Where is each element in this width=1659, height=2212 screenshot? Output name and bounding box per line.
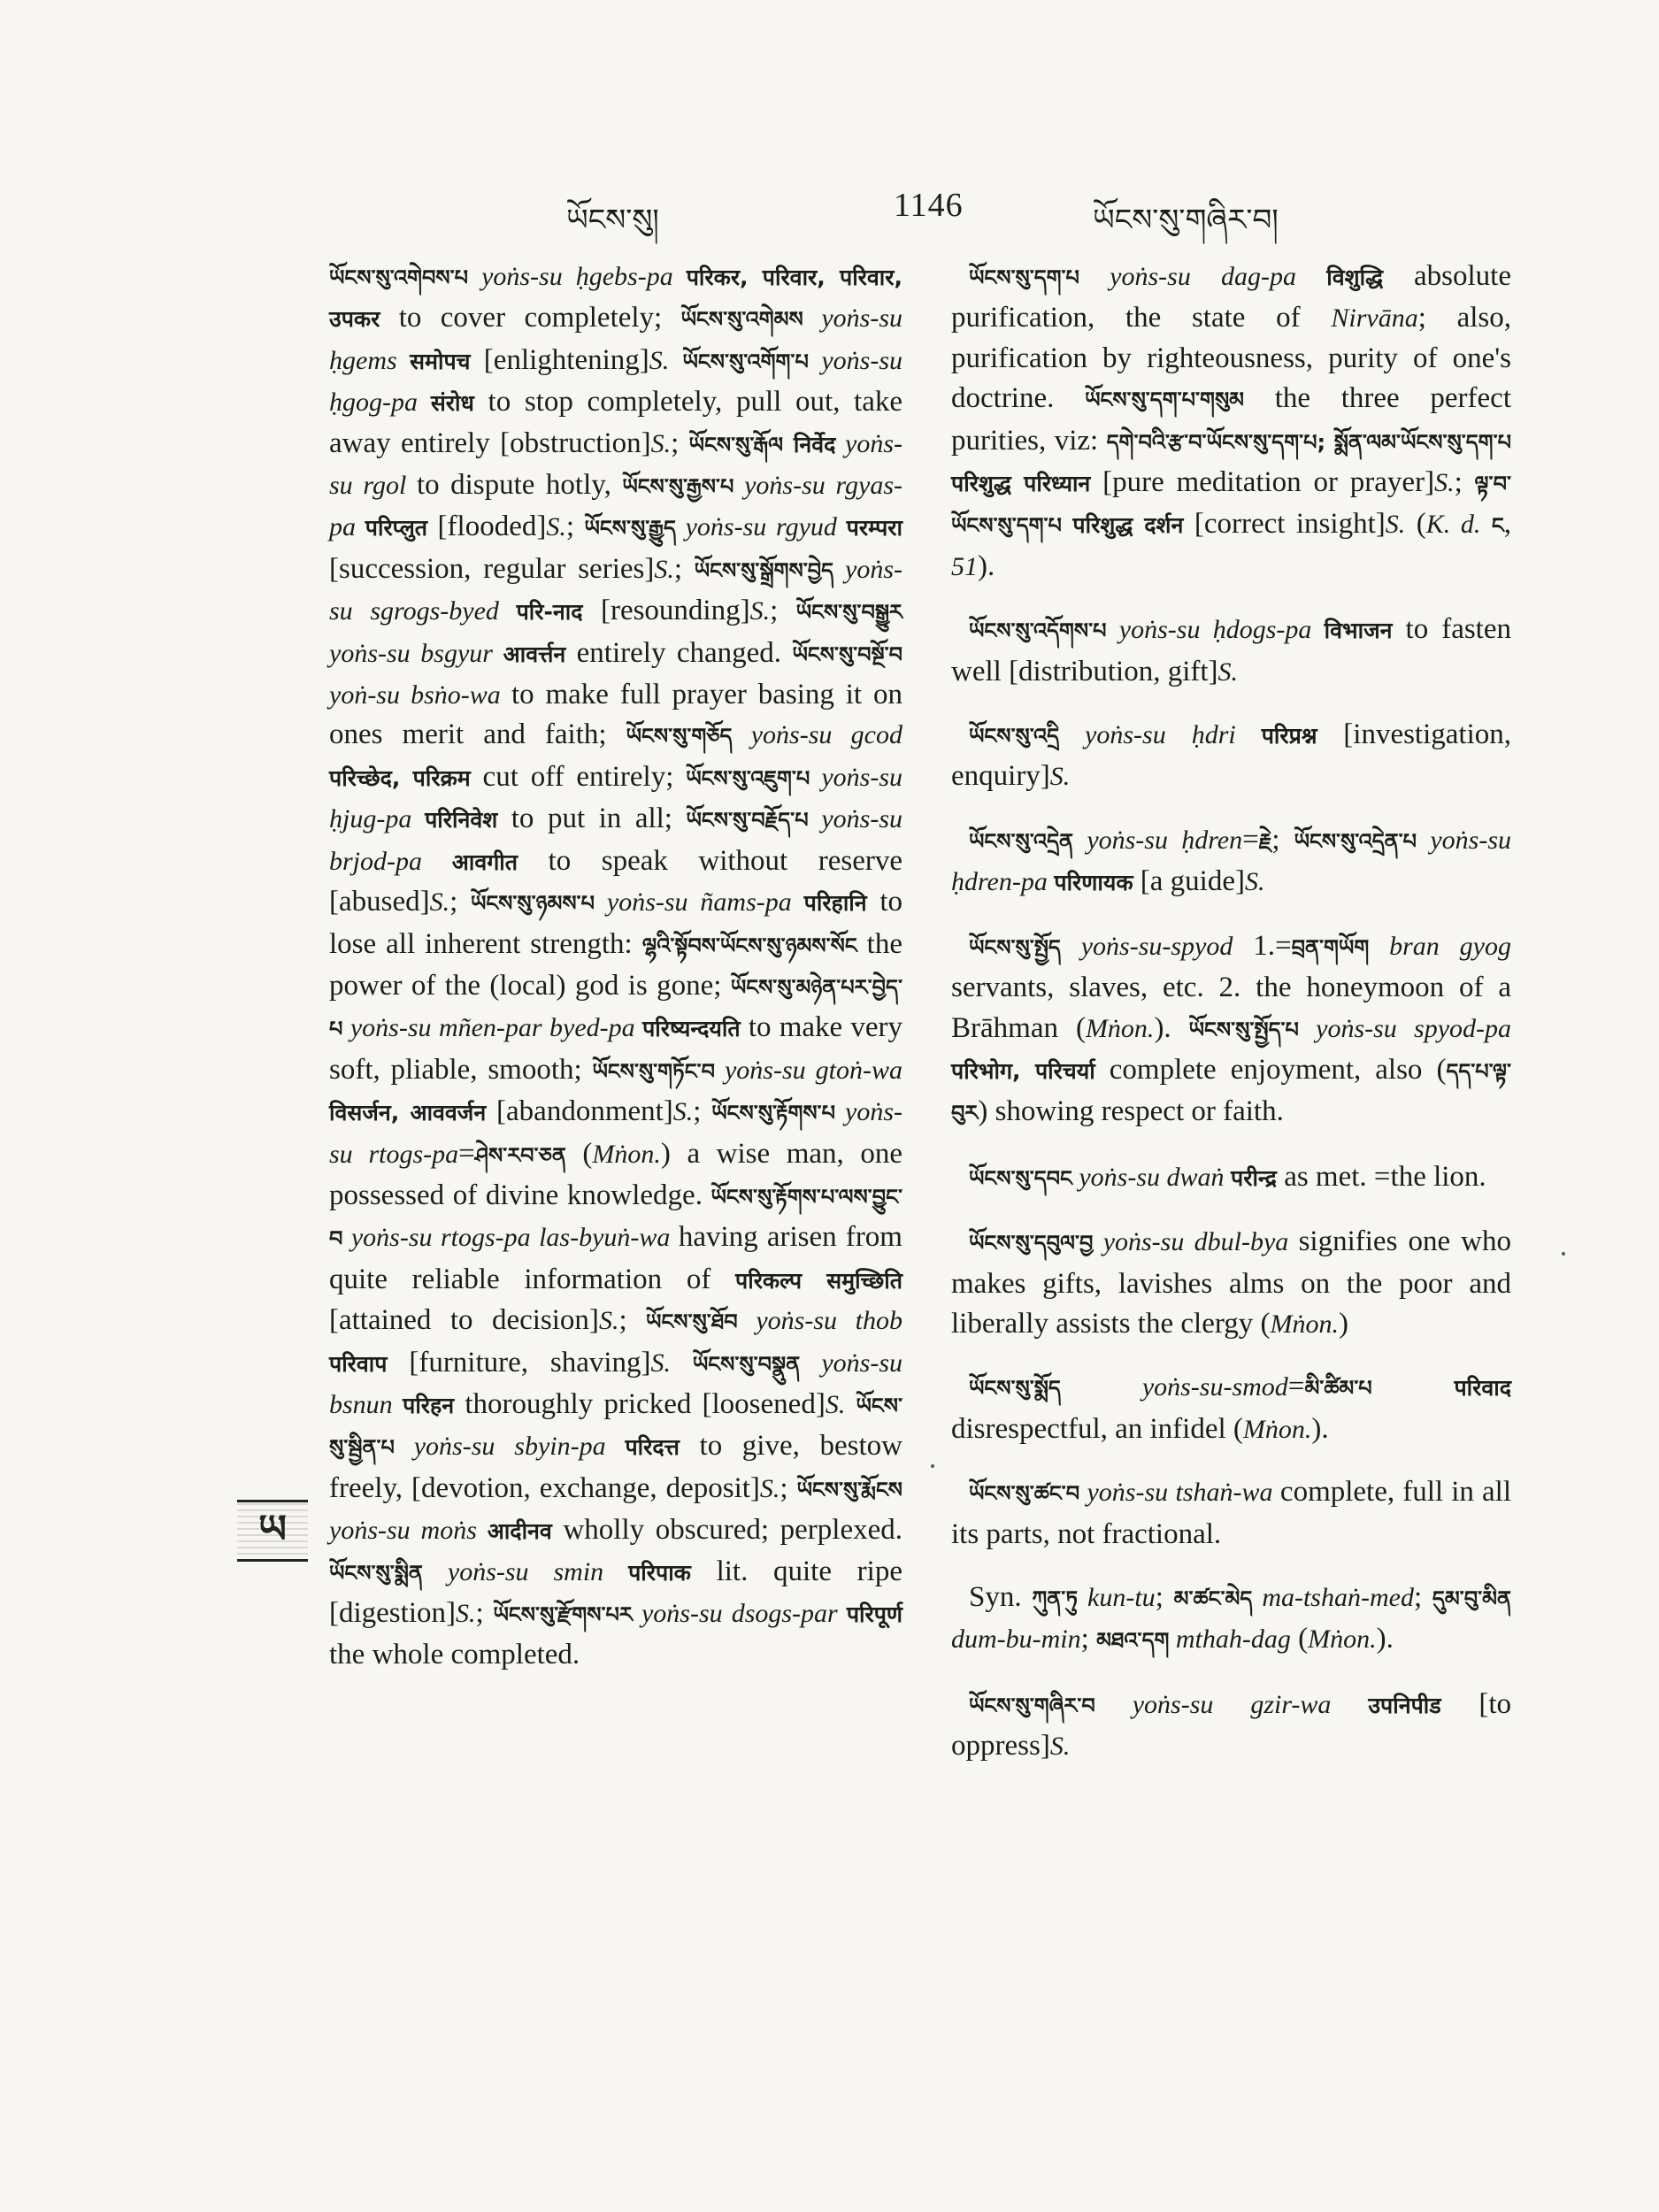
- romanized-term: yoṅs-su ñams-pa: [594, 887, 804, 918]
- definition-text: ;: [475, 1597, 494, 1629]
- sanskrit-term: आदीनव: [487, 1518, 552, 1545]
- definition-text: the whole completed.: [329, 1639, 580, 1671]
- definition-text: complete, full in all its parts, not fractional.: [951, 1476, 1511, 1550]
- romanized-term: yoṅs-su ḥgog-pa: [329, 345, 903, 418]
- tibetan-term: དད་པ་ལྟ་བུར: [951, 1058, 1511, 1126]
- definition-text: as met. =the lion.: [1276, 1160, 1486, 1193]
- definition-text: the three perfect purities, viz:: [951, 382, 1511, 457]
- tibetan-term: ཡོངས་སུ་དག་པ་གསུམ: [1085, 388, 1245, 413]
- dictionary-entry: [951, 1157, 1511, 1199]
- romanized-term: yoṅs-su mñen-par byed-pa: [342, 1013, 643, 1043]
- romanized-term: Mṅon.: [1242, 1414, 1312, 1444]
- romanized-term: Mṅon.: [592, 1139, 661, 1169]
- tibetan-term: ལྷའི་སྟོབས་ཡོངས་སུ་ཉམས་སོང: [641, 933, 857, 958]
- definition-text: [furniture, shaving]: [387, 1346, 651, 1379]
- tibetan-term: ཡོངས་སུ་བསྣུན: [692, 1351, 801, 1377]
- sanskrit-term: परिवाद: [1454, 1375, 1511, 1402]
- tibetan-term: ཡོངས་སུ་སྒྲོགས་བྱེད: [694, 557, 834, 583]
- tibetan-term: མི་ཚིམ་པ: [1304, 1376, 1372, 1402]
- definition-text: [flooded]: [427, 511, 547, 543]
- definition-text: ;: [449, 886, 471, 918]
- romanized-term: yoṅs-su ḥjug-pa: [329, 762, 903, 834]
- definition-text: to speak without reserve [abused]: [329, 844, 902, 918]
- sanskrit-term: विसर्जन, आववर्जन: [329, 1100, 487, 1126]
- tibetan-term: མ་ཚང་མེད: [1173, 1586, 1253, 1611]
- tibetan-term: ཡོངས་སུ་དག་པ: [969, 265, 1079, 290]
- tibetan-term: ཡོངས་སུ་གཞིར་བ: [969, 1693, 1095, 1718]
- romanized-term: kun-tu: [1077, 1582, 1156, 1612]
- definition-text: ).: [1154, 1011, 1189, 1044]
- romanized-term: yoṅs-su-smod: [1060, 1372, 1288, 1402]
- tibetan-term: ཡོངས་སུ་སྨིན: [329, 1560, 423, 1586]
- sanskrit-term: परीन्द्र: [1231, 1164, 1277, 1191]
- tibetan-term: ཡོངས་སུ་སྦྱིན་པ: [329, 1393, 902, 1461]
- definition-text: ): [1338, 1307, 1348, 1340]
- sanskrit-term: परिहन: [403, 1392, 455, 1418]
- romanized-term: S.: [1049, 762, 1071, 792]
- definition-text: [resounding]: [582, 595, 750, 627]
- definition-text: ;: [565, 511, 585, 543]
- sanskrit-term: परिष्यन्दयति: [642, 1016, 741, 1042]
- sanskrit-term: परिनिवेश: [425, 807, 498, 833]
- definition-text: disrespectful, an infidel (: [951, 1412, 1243, 1445]
- definition-text: (: [565, 1137, 593, 1170]
- romanized-term: S.: [1244, 867, 1265, 897]
- romanized-term: yoṅs-su ḥgems: [329, 303, 902, 375]
- definition-text: servants, slaves, etc. 2. the honeymoon of a Brāhman (: [951, 972, 1511, 1044]
- definition-text: lit. quite ripe [digestion]: [329, 1555, 902, 1629]
- margin-section-mark: ཡ: [237, 1500, 308, 1562]
- romanized-term: yoṅs-su thob: [737, 1306, 903, 1336]
- romanized-term: yoṅs-su bsnun: [329, 1348, 902, 1419]
- definition-text: =: [1287, 1371, 1305, 1403]
- romanized-term: yoṅs-su brjod-pa: [329, 804, 902, 876]
- tibetan-term: ཡོངས་སུ་དབུལ་བྱ: [969, 1231, 1094, 1256]
- definition-text: ;: [1454, 466, 1475, 499]
- definition-text: ;: [1413, 1580, 1432, 1613]
- tibetan-term: ཡོངས་སུ་དབང: [969, 1165, 1072, 1191]
- romanized-term: yoṅs-su rgol: [329, 428, 903, 501]
- tibetan-term: ཡོངས་སུ་བསྔོ་བ: [792, 641, 902, 667]
- tibetan-term: ཡོངས་སུ་གཏོང་བ: [592, 1058, 715, 1084]
- definition-text: [1480, 508, 1491, 540]
- romanized-term: yoṅs-su ḥdren-pa: [951, 825, 1512, 897]
- tibetan-term: ཡོངས་སུ་སྤྱོད་པ: [1188, 1017, 1299, 1042]
- dictionary-entry: [951, 610, 1511, 692]
- definition-text: ; also, purification by righteousness, purity of one's doctrine.: [951, 302, 1511, 415]
- definition-text: [669, 344, 682, 376]
- definition-text: =: [458, 1137, 475, 1170]
- romanized-term: dum-bu-min: [951, 1624, 1081, 1655]
- romanized-term: S.: [1217, 657, 1239, 687]
- romanized-term: yoṅs-su ḥdren: [1073, 825, 1243, 855]
- definition-text: [to oppress]: [951, 1687, 1511, 1763]
- print-speck: [931, 1464, 934, 1468]
- tibetan-term: ཡོངས་སུ་བརྗོད་པ: [686, 808, 809, 833]
- tibetan-term: ཡོངས་སུ་རྒོལ: [688, 432, 784, 457]
- definition-text: ).: [1311, 1412, 1329, 1445]
- romanized-term: S.: [455, 1599, 476, 1628]
- tibetan-term: ཡོངས་སུ་རྒྱུད: [584, 516, 676, 541]
- romanized-term: yoṅs-su smin: [422, 1556, 629, 1586]
- tibetan-term: ཡོངས་སུ་རྟོགས་པ: [711, 1101, 835, 1126]
- definition-text: ).: [978, 549, 995, 582]
- definition-text: ,: [1503, 508, 1512, 541]
- dictionary-entry: [951, 926, 1511, 1134]
- definition-text: [enlightening]: [470, 343, 649, 376]
- sanskrit-term: उपनिपीड: [1368, 1692, 1441, 1718]
- definition-text: ;: [671, 426, 689, 459]
- romanized-term: S.: [749, 596, 771, 626]
- romanized-term: S.: [598, 1306, 619, 1336]
- tibetan-term: མཐའ་དག: [1096, 1628, 1170, 1654]
- tibetan-term: ང: [1491, 513, 1504, 539]
- romanized-term: S.: [1049, 1732, 1071, 1762]
- romanized-term: yoṅs-su sgrogs-byed: [329, 554, 902, 626]
- definition-text: Syn.: [969, 1580, 1033, 1613]
- tibetan-term: ཡོངས་སུ་འདྲེན་པ: [1294, 828, 1417, 854]
- tibetan-term: ཡོངས་སུ་བསྒྱུར: [795, 600, 902, 626]
- romanized-term: yoṅs-su ḥgebs-pa: [468, 262, 687, 291]
- tibetan-term: ཡོངས་སུ་རྒྱས་པ: [622, 474, 734, 500]
- romanized-term: yoṅs-su dag-pa: [1079, 262, 1327, 291]
- definition-text: [pure meditation or prayer]: [1090, 466, 1435, 499]
- romanized-term: yoṅs-su sbyin-pa: [394, 1432, 626, 1462]
- tibetan-term: ཀུན་ཏུ: [1032, 1586, 1078, 1611]
- romanized-term: mthah-dag: [1169, 1624, 1291, 1655]
- definition-text: (: [1290, 1623, 1309, 1655]
- romanized-term: S.: [825, 1389, 846, 1419]
- romanized-term: S.: [654, 554, 674, 584]
- romanized-term: ma-tshaṅ-med: [1252, 1582, 1414, 1612]
- dictionary-entry: [329, 257, 902, 1676]
- tibetan-term: ཡོངས་སུ་གཅོད: [626, 724, 733, 749]
- definition-text: (: [1405, 508, 1426, 541]
- romanized-term: S.: [759, 1473, 780, 1503]
- page-header: [0, 186, 1659, 239]
- sanskrit-term: विभाजन: [1324, 618, 1393, 644]
- sanskrit-term: परिशुद्ध परिध्यान: [951, 471, 1091, 497]
- sanskrit-term: परिप्रश्न: [1261, 723, 1317, 749]
- definition-text: [1062, 508, 1072, 540]
- tibetan-term: ཡོངས་སུ་འགེབས་པ: [329, 265, 469, 290]
- romanized-term: yoṅs-su tshaṅ-wa: [1079, 1478, 1280, 1508]
- definition-text: to fasten well [distribution, gift]: [951, 613, 1511, 687]
- definition-text: ;: [770, 595, 796, 627]
- tibetan-term: ཡོངས་སུ་མཉེན་པར་བྱེད་པ: [329, 974, 902, 1042]
- tibetan-term: བྲན་གཡོག: [1291, 934, 1370, 960]
- romanized-term: K. d.: [1425, 510, 1481, 540]
- romanized-term: yoṅs-su gtoṅ-wa: [714, 1055, 902, 1085]
- sanskrit-term: संरोध: [430, 390, 474, 417]
- romanized-term: S.: [649, 345, 670, 375]
- romanized-term: Mṅon.: [1270, 1309, 1339, 1339]
- sanskrit-term: परिवाप: [329, 1350, 388, 1377]
- definition-text: [correct insight]: [1183, 508, 1386, 541]
- header-right-headword: ཡོངས་སུ་གཞིར་བ།: [1093, 203, 1279, 238]
- left-column: [329, 257, 902, 1676]
- definition-text: [abandonment]: [486, 1095, 673, 1128]
- definition-text: [845, 1388, 856, 1420]
- romanized-term: yoṅs-su gzir-wa: [1094, 1689, 1369, 1719]
- tibetan-term: དགེ་བའི་རྩ་བ་ཡོངས་སུ་དག་པ; སྨོན་ལམ་ཡོངས་སུ་དག་པ: [1106, 429, 1511, 455]
- tibetan-term: ལྟ་བ་ཡོངས་སུ་དག་པ: [951, 472, 1511, 539]
- romanized-term: Mṅon.: [1085, 1013, 1155, 1043]
- definition-text: [671, 1347, 693, 1379]
- sanskrit-term: परिणायक: [1054, 870, 1133, 896]
- definition-text: absolute purification, the state of: [951, 260, 1511, 334]
- print-speck: [1562, 1252, 1565, 1256]
- tibetan-term: ཡོངས་སུ་འཇུག་པ: [686, 765, 810, 791]
- romanized-term: yoṅs-su-spyod: [1060, 931, 1254, 961]
- definition-text: complete enjoyment, also (: [1094, 1053, 1447, 1086]
- definition-text: to make full prayer basing it on ones merit and faith;: [329, 679, 902, 751]
- sanskrit-term: परिपाक: [628, 1559, 691, 1586]
- dictionary-entry: [951, 820, 1511, 903]
- sanskrit-term: परिप्लुत: [365, 515, 428, 541]
- romanized-term: yoṅs-su bsgyur: [329, 638, 503, 668]
- definition-text: ;: [618, 1304, 647, 1337]
- tibetan-term: ཡོངས་སུ་སྨོད: [969, 1376, 1061, 1402]
- definition-text: signifies one who makes gifts, lavishes alms on the poor and liberally assists the clergy (: [951, 1225, 1511, 1340]
- tibetan-term: ཡོངས་སུ་འདྲེན: [969, 828, 1074, 854]
- sanskrit-term: समोपच: [410, 348, 471, 374]
- definition-text: to put in all;: [497, 803, 687, 835]
- romanized-term: yoṅs-su rtogs-pa las-byuṅ-wa: [342, 1223, 679, 1253]
- romanized-term: S.: [429, 887, 450, 918]
- dictionary-entry: [951, 715, 1511, 797]
- romanized-term: yoṅs-su rtogs-pa: [329, 1097, 902, 1169]
- definition-text: ;: [693, 1095, 712, 1128]
- definition-text: ;: [1080, 1623, 1097, 1655]
- definition-text: the power of the (local) god is gone;: [329, 927, 902, 1002]
- tibetan-term: ཡོངས་སུ་འགོག་པ: [682, 349, 809, 374]
- definition-text: ;: [1155, 1580, 1174, 1613]
- sanskrit-term: विशुद्धि: [1326, 265, 1384, 290]
- definition-text: ;: [1271, 823, 1294, 856]
- definition-text: wholly obscured; perplexed.: [551, 1514, 903, 1547]
- sanskrit-term: परिहानि: [803, 890, 867, 917]
- tibetan-term: ཡོངས་སུ་ཚང་བ: [969, 1481, 1080, 1507]
- definition-text: having arisen from quite reliable information of: [329, 1221, 902, 1295]
- definition-text: 1.=: [1253, 929, 1292, 962]
- definition-text: [succession, regular series]: [329, 552, 655, 585]
- definition-text: ) a wise man, one possessed of divine knowledge.: [329, 1137, 902, 1211]
- definition-text: ).: [1376, 1623, 1394, 1655]
- romanized-term: S.: [1385, 510, 1406, 540]
- tibetan-term: ཡོངས་སུ་རྨོངས: [796, 1477, 902, 1502]
- definition-text: ;: [673, 552, 695, 585]
- sanskrit-term: परम्परा: [846, 515, 902, 541]
- tibetan-term: ཡོངས་སུ་རྟོགས་པ་ལས་བྱུང་བ: [329, 1184, 902, 1252]
- romanized-term: yoṅs-su dbul-bya: [1093, 1227, 1299, 1257]
- definition-text: to lose all inherent strength:: [329, 886, 902, 960]
- definition-text: entirely changed.: [565, 636, 793, 669]
- definition-text: ) showing respect or faith.: [978, 1095, 1284, 1128]
- dictionary-entry: [951, 1685, 1511, 1767]
- romanized-term: S.: [546, 512, 566, 542]
- romanized-term: Mṅon.: [1308, 1624, 1377, 1655]
- sanskrit-term: आवर्त्तन: [503, 641, 566, 667]
- definition-text: ;: [780, 1471, 797, 1504]
- sanskrit-term: परिशुद्ध दर्शन: [1072, 512, 1184, 539]
- dictionary-entry: [951, 1367, 1511, 1449]
- definition-text: to stop completely, pull out, take away entirely [obstruction]: [329, 386, 902, 459]
- romanized-term: S.: [672, 1097, 694, 1127]
- romanized-term: S.: [650, 428, 672, 458]
- definition-text: [a guide]: [1133, 865, 1245, 898]
- tibetan-term: རྗེ: [1258, 828, 1272, 854]
- sanskrit-term: परिकर, परिवार, परिवार, उपकर: [329, 265, 902, 333]
- romanized-term: yoṅ-su bsṅo-wa: [329, 680, 511, 710]
- dictionary-entry: [951, 1578, 1511, 1662]
- definition-text: [investigation, enquiry]: [951, 718, 1512, 793]
- sanskrit-term: आवगीत: [451, 849, 518, 875]
- romanized-term: 51: [951, 551, 978, 581]
- tibetan-term: ཡོངས་སུ་ཐོབ: [646, 1310, 738, 1335]
- romanized-term: yoṅs-su rgyud: [675, 512, 847, 542]
- sanskrit-term: परिपूर्ण: [846, 1601, 903, 1627]
- definition-text: [attained to decision]: [329, 1304, 599, 1337]
- romanized-term: yoṅs-su dsogs-par: [632, 1599, 847, 1628]
- sanskrit-term: परिदत्त: [625, 1434, 680, 1461]
- tibetan-term: ཡོངས་སུ་ཉམས་པ: [470, 891, 595, 917]
- definition-text: to dispute hotly,: [417, 469, 623, 502]
- dictionary-entry: [951, 1222, 1511, 1344]
- romanized-term: yoṅs-su ḥdogs-pa: [1106, 615, 1325, 645]
- romanized-term: yoṅs-su dwaṅ: [1071, 1162, 1232, 1192]
- definition-text: to give, bestow freely, [devotion, exchange, deposit]: [329, 1430, 902, 1504]
- romanized-term: yoṅs-su ḥdri: [1059, 720, 1262, 750]
- tibetan-term: ཡོངས་སུ་འདྲི: [969, 724, 1060, 749]
- tibetan-term: ཡོངས་སུ་སྤྱོད: [969, 934, 1061, 960]
- tibetan-term: དུམ་བུ་མིན: [1432, 1586, 1511, 1611]
- definition-text: to cover completely;: [380, 302, 681, 334]
- sanskrit-term: परि-नाद: [516, 599, 583, 626]
- tibetan-term: ཤེས་རབ་ཅན: [474, 1142, 566, 1168]
- definition-text: thoroughly pricked [loosened]: [454, 1387, 826, 1420]
- definition-text: cut off entirely;: [470, 760, 687, 793]
- sanskrit-term: परिकल्प समुच्छिति: [735, 1267, 902, 1294]
- romanized-term: Nirvāna: [1331, 303, 1418, 334]
- romanized-term: yoṅs-su spyod-pa: [1298, 1013, 1511, 1043]
- romanized-term: S.: [1434, 468, 1455, 498]
- tibetan-term: ཡོངས་སུ་རྫོགས་པར: [493, 1602, 633, 1627]
- right-column: [951, 257, 1511, 1790]
- dictionary-entry: [951, 1472, 1511, 1555]
- romanized-term: bran gyog: [1369, 931, 1511, 961]
- sanskrit-term: परिभोग, परिचर्या: [951, 1057, 1095, 1084]
- romanized-term: S.: [650, 1348, 672, 1378]
- definition-text: =: [1242, 823, 1259, 856]
- definition-text: [1372, 1371, 1455, 1402]
- definition-text: to make very soft, pliable, smooth;: [329, 1011, 902, 1086]
- romanized-term: yoṅs-su rgyas-pa: [329, 471, 902, 542]
- sanskrit-term: निर्वेद: [783, 431, 836, 457]
- page-number: 1146: [894, 187, 964, 224]
- romanized-term: yoṅs-su moṅs: [329, 1516, 488, 1546]
- tibetan-term: ཡོངས་སུ་འདོགས་པ: [969, 618, 1107, 644]
- romanized-term: yoṅs-su gcod: [732, 720, 902, 750]
- dictionary-entry: [951, 257, 1511, 587]
- tibetan-term: ཡོངས་སུ་འགེམས: [680, 307, 803, 333]
- sanskrit-term: परिच्छेद, परिक्रम: [329, 764, 471, 791]
- header-left-headword: ཡོངས་སུ།: [566, 203, 659, 238]
